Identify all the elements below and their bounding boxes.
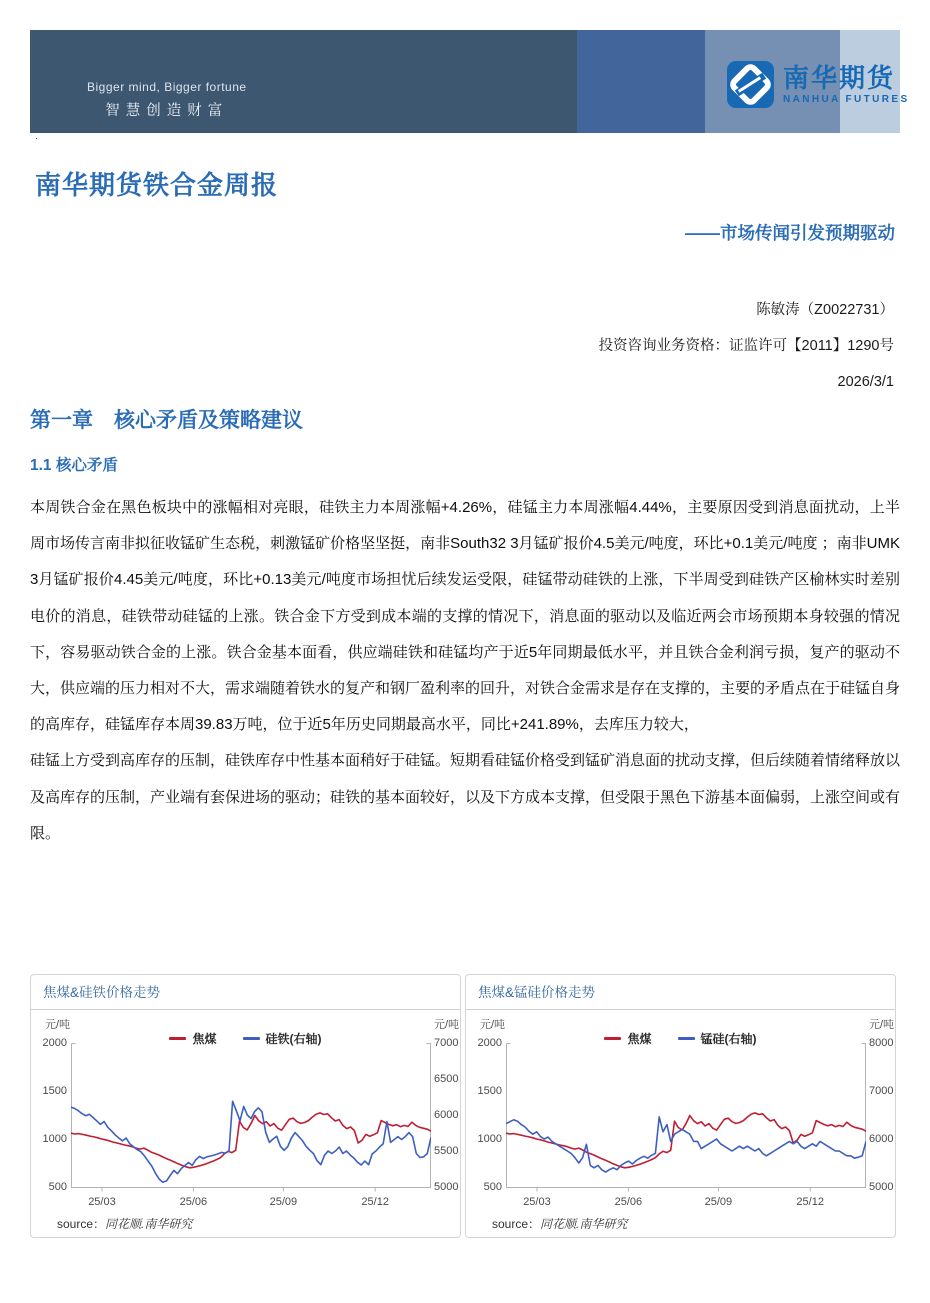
chart-svg xyxy=(506,1043,866,1193)
chart-plot-area xyxy=(466,1010,895,1237)
logo-chinese-name: 南华期货 xyxy=(783,63,896,93)
page-subtitle: ——市场传闻引发预期驱动 xyxy=(685,223,895,243)
banner-panel-blue xyxy=(577,30,705,133)
body-text xyxy=(30,490,900,852)
legend-swatch xyxy=(169,1037,186,1040)
source-prefix: source： xyxy=(492,1217,541,1231)
right-axis-tick-label: 6000 xyxy=(869,1133,894,1145)
left-axis-tick-label: 1500 xyxy=(42,1085,67,1097)
legend-label: 硅铁(右轴) xyxy=(265,1032,322,1046)
chart-title: 焦煤&锰硅价格走势 xyxy=(466,975,895,1010)
legend-label: 焦煤 xyxy=(192,1032,217,1046)
source-line xyxy=(57,1215,192,1232)
series-line-焦煤 xyxy=(71,1113,431,1168)
body-paragraph-1: 本周铁合金在黑色板块中的涨幅相对亮眼，硅铁主力本周涨幅+4.26%，硅锰主力本周涨幅4.44%，主要原因受到消息面扰动，上半周市场传言南非拟征收锰矿生态税，刺激锰矿价格坚坚挺，南非South32 3月锰矿报价4.5美元/吨度，环比+0.1美元/吨度 ；南非UMK 3月锰矿报价4.45美元/吨度，环比+0.13美元/吨度市场担忧后续发运受限，硅锰带动硅铁的上涨，下半周受到硅铁产区榆林实时差别电价的消息，硅铁带动硅锰的上涨。铁合金下方受到成本端的支撑的情况下，消息面的驱动以及临近两会市场预期本身较强的情况下，容易驱动铁合金的上涨。铁合金基本面看，供应端硅铁和硅锰均产于近5年同期最低水平，并且铁合金利润亏损，复产的驱动不大，供应端的压力相对不大，需求端随着铁水的复产和钢厂盈利率的回升，对铁合金需求是存在支撑的，主要的矛盾点在于硅锰自身的高库存，硅锰库存本周39.83万吨，位于近5年历史同期最高水平，同比+241.89%，去库压力较大， xyxy=(30,499,901,734)
logo-english-name: NANHUA FUTURES xyxy=(783,94,910,105)
source-line xyxy=(492,1215,627,1232)
legend-swatch xyxy=(678,1037,695,1040)
x-axis-tick-label: 25/03 xyxy=(88,1196,116,1208)
left-axis-tick-label: 500 xyxy=(483,1181,502,1193)
brand-slogan xyxy=(87,80,247,120)
right-axis-tick-label: 6500 xyxy=(434,1073,459,1085)
slogan-chinese: 智慧创造财富 xyxy=(105,103,229,119)
source-text: 同花顺.南华研究 xyxy=(105,1217,193,1231)
legend-swatch xyxy=(243,1037,260,1040)
source-prefix: source： xyxy=(57,1217,106,1231)
chart-svg xyxy=(71,1043,431,1193)
chapter-heading: 第一章 核心矛盾及策略建议 xyxy=(30,409,303,432)
nanhua-diamond-icon xyxy=(727,61,774,108)
report-info-block xyxy=(599,292,894,400)
left-axis-tick-label: 1000 xyxy=(477,1133,502,1145)
brand-banner xyxy=(30,30,910,133)
left-axis-tick-label: 1500 xyxy=(477,1085,502,1097)
paragraph-mark: · xyxy=(35,133,38,143)
right-axis-tick-label: 5000 xyxy=(869,1181,894,1193)
banner-panel-dark xyxy=(30,30,577,133)
nanhua-futures-logo xyxy=(727,61,910,108)
logo-text xyxy=(783,64,910,105)
series-line-硅铁(右轴) xyxy=(71,1101,431,1182)
chart-plot-area xyxy=(31,1010,460,1237)
right-axis-tick-label: 7000 xyxy=(869,1085,894,1097)
section-heading: 1.1 核心矛盾 xyxy=(30,457,118,474)
x-axis-tick-label: 25/06 xyxy=(179,1196,208,1208)
x-axis-tick-label: 25/03 xyxy=(523,1196,551,1208)
chart-title: 焦煤&硅铁价格走势 xyxy=(31,975,460,1010)
author-line: 陈敏涛（Z0022731） xyxy=(756,302,894,318)
x-axis-tick-label: 25/09 xyxy=(269,1196,298,1208)
page-title: 南华期货铁合金周报 xyxy=(35,170,279,200)
left-axis-unit: 元/吨 xyxy=(45,1019,71,1031)
chart-card-coking-coal-silicomanganese xyxy=(465,974,896,1238)
x-axis-tick-label: 25/09 xyxy=(704,1196,733,1208)
charts-row xyxy=(30,974,896,1238)
report-date: 2026/3/1 xyxy=(837,374,894,390)
left-axis-tick-label: 500 xyxy=(48,1181,67,1193)
x-axis-tick-label: 25/12 xyxy=(361,1196,389,1208)
plot-canvas xyxy=(506,1043,866,1193)
left-axis-unit: 元/吨 xyxy=(480,1019,506,1031)
left-axis-tick-label: 1000 xyxy=(42,1133,67,1145)
qualification-line: 投资咨询业务资格：证监许可【2011】1290号 xyxy=(598,338,894,354)
right-axis-unit: 元/吨 xyxy=(434,1019,460,1031)
right-axis-unit: 元/吨 xyxy=(869,1019,895,1031)
body-paragraph-2: 硅锰上方受到高库存的压制，硅铁库存中性基本面稍好于硅锰。短期看硅锰价格受到锰矿消息面的扰动支撑，但后续随着情绪释放以及高库存的压制，产业端有套保进场的驱动；硅铁的基本面较好，以及下方成本支撑，但受限于黑色下游基本面偏弱，上涨空间或有限。 xyxy=(30,752,901,842)
left-axis-tick-label: 2000 xyxy=(477,1037,502,1049)
x-axis-tick-label: 25/06 xyxy=(614,1196,643,1208)
legend-label: 焦煤 xyxy=(627,1032,652,1046)
right-axis-tick-label: 8000 xyxy=(869,1037,894,1049)
chart-card-coking-coal-ferrosilicon xyxy=(30,974,461,1238)
right-axis-tick-label: 5500 xyxy=(434,1145,459,1157)
left-axis-tick-label: 2000 xyxy=(42,1037,67,1049)
right-axis-tick-label: 5000 xyxy=(434,1181,459,1193)
legend-label: 锰硅(右轴) xyxy=(700,1032,757,1046)
x-axis-tick-label: 25/12 xyxy=(796,1196,824,1208)
right-axis-tick-label: 6000 xyxy=(434,1109,459,1121)
axis-lines xyxy=(507,1044,866,1192)
plot-canvas xyxy=(71,1043,431,1193)
legend-swatch xyxy=(604,1037,621,1040)
right-axis-tick-label: 7000 xyxy=(434,1037,459,1049)
source-text: 同花顺.南华研究 xyxy=(540,1217,628,1231)
series-line-焦煤 xyxy=(506,1113,866,1168)
slogan-english: Bigger mind, Bigger fortune xyxy=(87,80,247,94)
